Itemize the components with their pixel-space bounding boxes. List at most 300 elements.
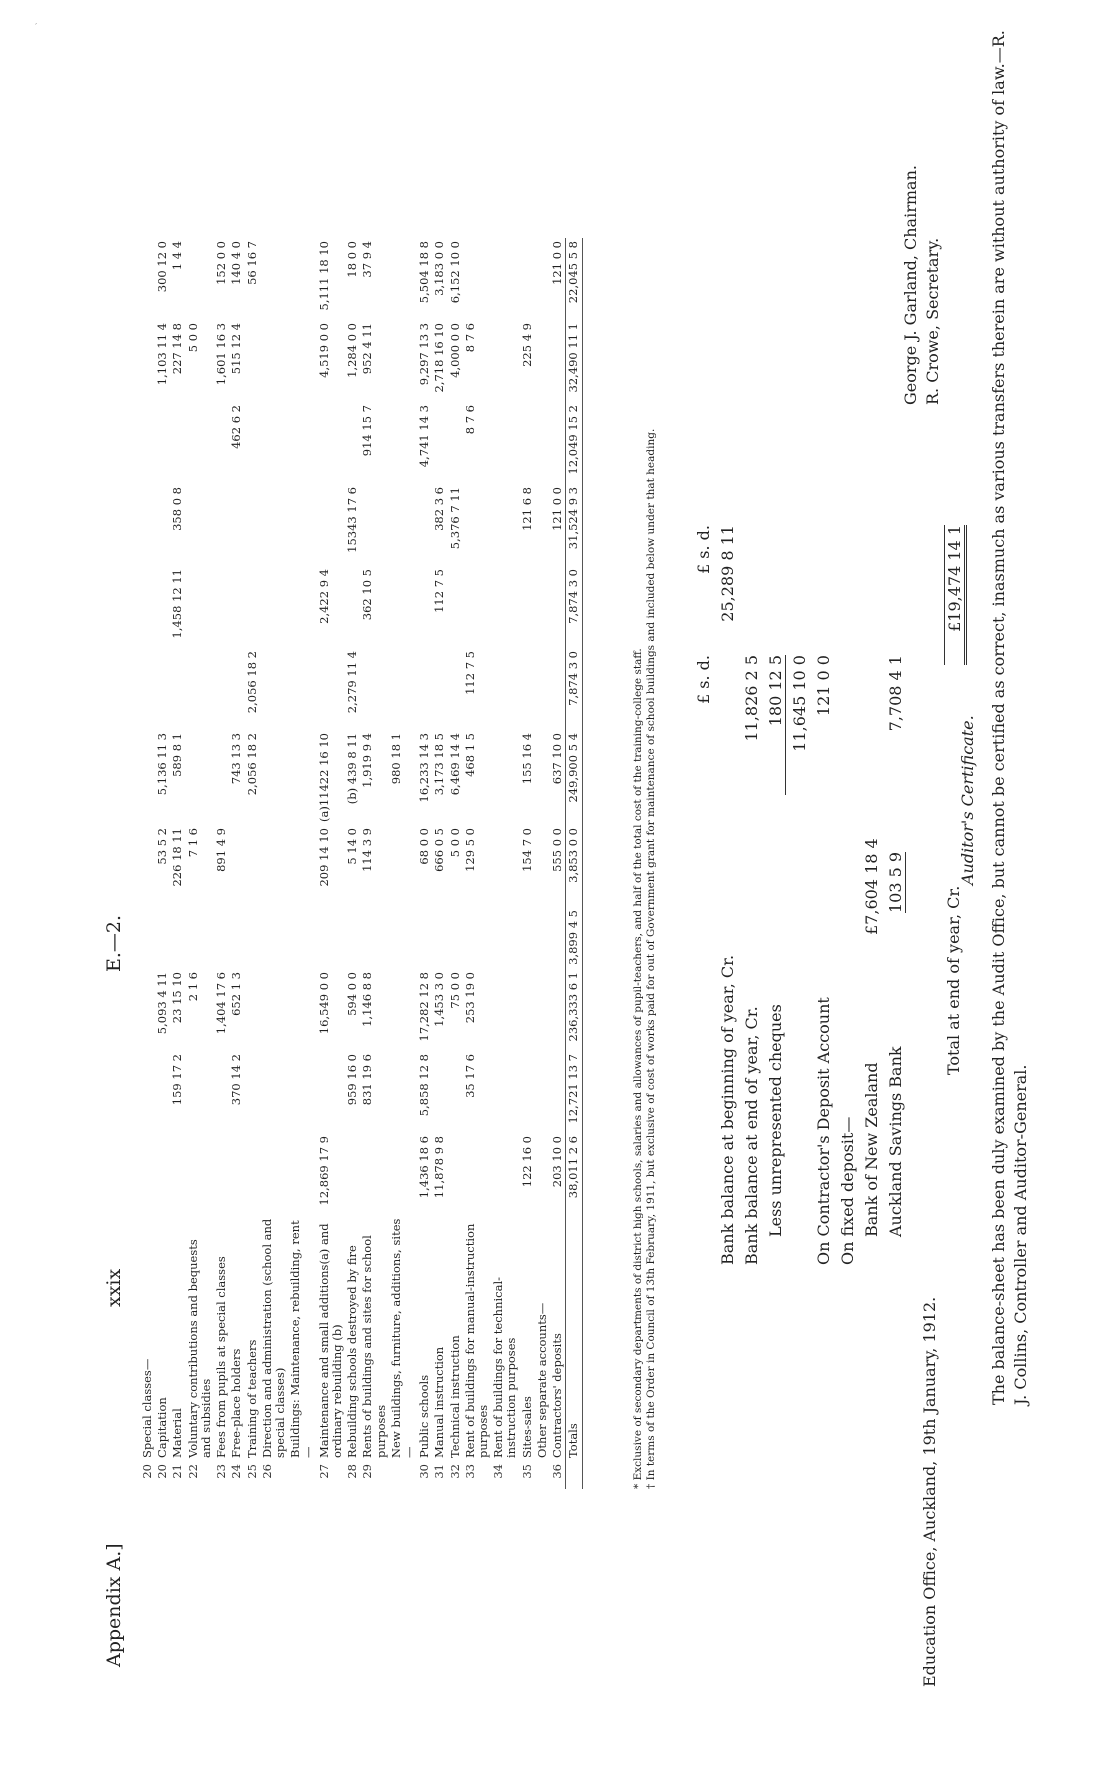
row-number: 20: [140, 1464, 154, 1479]
amount-cell: 35 17 6: [462, 1054, 477, 1098]
amount-cell: [288, 320, 316, 402]
amount-cell: [155, 1051, 170, 1133]
amount-cell: [345, 402, 360, 484]
amount-cell: 121 0 0: [550, 487, 565, 531]
amount-cell: [491, 320, 519, 402]
bank-contractor-row: [814, 545, 838, 1265]
row-number: [566, 1461, 582, 1489]
amount-cell: 652 1 3: [229, 972, 244, 1016]
row-description: Technical instruction: [447, 1335, 462, 1458]
amount-cell: [491, 907, 519, 969]
ledger-row: [448, 238, 463, 1489]
amount-cell: [288, 907, 316, 969]
amount-cell: 555 0 0: [550, 828, 565, 872]
amount-cell: [448, 1133, 463, 1215]
amount-cell: [155, 484, 170, 566]
row-description: Free-place holders: [229, 1348, 244, 1458]
bank-bnz-label: Bank of New Zealand: [862, 1062, 881, 1237]
amount-cell: [245, 825, 260, 907]
footnote-2: † In terms of the Order in Council of 13th February, 1911, but exclusive of cost of works paid for out of Government grant for maintenance of school buildings and included below under that heading.: [645, 428, 658, 1489]
amount-cell: 666 0 5: [432, 828, 447, 872]
ledger-row: [417, 238, 432, 1489]
ledger-row: [345, 238, 360, 1489]
amount-cell: [317, 1051, 345, 1133]
amount-cell: 112 7 5: [432, 569, 447, 613]
amount-cell: [360, 907, 388, 969]
row-number: 32: [447, 1464, 462, 1479]
bank-end-label: Bank balance at end of year, Cr.: [742, 1006, 761, 1265]
bank-spacer: [910, 545, 944, 1265]
amount-cell: [288, 484, 316, 566]
bank-asb-row: [886, 545, 910, 1265]
bank-less-value: 180 12 5: [766, 655, 786, 795]
amount-cell: [288, 1051, 316, 1133]
amount-cell: [463, 1133, 491, 1215]
amount-cell: [288, 402, 316, 484]
amount-cell: 1,919 9 4: [360, 733, 375, 788]
amount-cell: [245, 969, 260, 1051]
amount-cell: [535, 730, 550, 825]
amount-cell: [260, 907, 288, 969]
amount-cell: 1,404 17 6: [214, 972, 229, 1035]
amount-cell: [345, 907, 360, 969]
ledger-row: [491, 238, 519, 1489]
ledger-row: [550, 238, 566, 1489]
amount-cell: [491, 1051, 519, 1133]
amount-cell: [170, 402, 185, 484]
ledger-row: [432, 238, 447, 1489]
header-page-number: xxix: [103, 1268, 125, 1307]
bank-balance-section: [694, 525, 968, 1265]
amount-cell: [491, 1133, 519, 1215]
auditor-certificate-text: The balance-sheet has been duly examined by the Audit Office, but cannot be certified as correct, inasmuch as various transfers therein are without authority of law.—R. J. Collins, Controller and Auditor-General.: [989, 30, 1030, 1405]
ledger-row: [214, 238, 229, 1489]
row-number: 36: [550, 1464, 565, 1479]
amount-cell: 249,900 5 4: [566, 730, 582, 825]
bank-contractor-label: On Contractor's Deposit Account: [814, 997, 833, 1265]
ledger-row: [260, 238, 288, 1489]
amount-cell: [140, 238, 155, 320]
amount-cell: 8 7 6: [462, 405, 477, 435]
amount-cell: [389, 320, 417, 402]
amount-cell: 5,376 7 11: [447, 487, 462, 550]
amount-cell: [550, 969, 566, 1051]
bank-beginning-value: 25,289 8 11: [718, 525, 737, 622]
amount-cell: [535, 969, 550, 1051]
amount-cell: [245, 484, 260, 566]
amount-cell: [535, 648, 550, 730]
amount-cell: [520, 907, 535, 969]
amount-cell: [186, 648, 214, 730]
amount-cell: [229, 1133, 244, 1215]
bank-col-heads-2: £ s. d.: [694, 525, 713, 574]
amount-cell: [288, 1133, 316, 1215]
totals-row: [566, 238, 582, 1489]
amount-cell: [140, 484, 155, 566]
ledger-row: [389, 238, 417, 1489]
header-appendix: Appendix A.]: [103, 1543, 125, 1667]
row-number: 31: [432, 1464, 447, 1479]
amount-cell: [535, 402, 550, 484]
amount-cell: [155, 648, 170, 730]
row-number: 33: [462, 1464, 477, 1479]
amount-cell: 68 0 0: [417, 828, 432, 865]
row-number: 23: [214, 1464, 229, 1479]
row-description: Sites-sales: [519, 1396, 534, 1458]
amount-cell: 7,874 3 0: [566, 648, 582, 730]
amount-cell: [389, 969, 417, 1051]
amount-cell: 152 0 0: [214, 241, 229, 285]
office-dateline: Education Office, Auckland, 19th January, 1912.: [920, 1296, 939, 1687]
amount-cell: [345, 566, 360, 648]
amount-cell: [432, 907, 447, 969]
amount-cell: [245, 907, 260, 969]
amount-cell: [389, 566, 417, 648]
ledger-body: [140, 238, 582, 1489]
amount-cell: [260, 825, 288, 907]
amount-cell: [550, 402, 566, 484]
amount-cell: 122 16 0: [519, 1136, 534, 1188]
amount-cell: [520, 402, 535, 484]
amount-cell: [186, 1051, 214, 1133]
row-number: 20: [155, 1464, 170, 1479]
amount-cell: [448, 648, 463, 730]
ledger-table: [140, 238, 583, 1489]
row-number: 30: [417, 1464, 432, 1479]
amount-cell: 2,422 9 4: [316, 569, 331, 624]
amount-cell: 637 10 0: [550, 733, 565, 785]
bank-fixed-label: On fixed deposit—: [838, 1116, 857, 1265]
row-description: New buildings, furniture, additions, sites—: [388, 1218, 416, 1458]
row-description: Rents of buildings and sites for school purposes: [360, 1235, 388, 1458]
amount-cell: 7,874 3 0: [566, 566, 582, 648]
bank-col-heads: [694, 525, 718, 1265]
amount-cell: [140, 1133, 155, 1215]
ledger-row: [288, 238, 316, 1489]
amount-cell: 1,146 8 8: [360, 972, 375, 1027]
amount-cell: [389, 484, 417, 566]
ledger-row: [155, 238, 170, 1489]
amount-cell: 112 7 5: [462, 651, 477, 695]
amount-cell: [140, 730, 155, 825]
ledger-row: [535, 238, 550, 1489]
amount-cell: [260, 484, 288, 566]
row-description: Public schools: [417, 1374, 432, 1458]
amount-cell: [520, 238, 535, 320]
amount-cell: 515 12 4: [229, 323, 244, 375]
amount-cell: [260, 320, 288, 402]
amount-cell: 5,858 12 8: [417, 1054, 432, 1117]
amount-cell: [260, 566, 288, 648]
amount-cell: [229, 484, 244, 566]
amount-cell: [214, 648, 229, 730]
amount-cell: [317, 907, 345, 969]
amount-cell: [491, 402, 519, 484]
amount-cell: [550, 1051, 566, 1133]
amount-cell: [186, 484, 214, 566]
amount-cell: 17,282 12 8: [417, 972, 432, 1042]
amount-cell: [260, 730, 288, 825]
amount-cell: [214, 907, 229, 969]
amount-cell: [288, 730, 316, 825]
bank-end-row: [742, 545, 766, 1265]
amount-cell: [229, 566, 244, 648]
amount-cell: [186, 566, 214, 648]
row-description: Totals: [566, 1215, 582, 1461]
amount-cell: 209 14 10: [316, 828, 331, 887]
bank-asb-label: Auckland Savings Bank: [886, 1046, 905, 1237]
amount-cell: [491, 648, 519, 730]
amount-cell: [140, 825, 155, 907]
amount-cell: [491, 730, 519, 825]
amount-cell: 5,111 18 10: [316, 241, 331, 311]
amount-cell: 53 5 2: [155, 828, 170, 865]
amount-cell: [317, 648, 345, 730]
bank-bnz-value: £7,604 18 4: [862, 838, 881, 935]
amount-cell: [317, 402, 345, 484]
amount-cell: [260, 648, 288, 730]
row-description: Training of teachers: [244, 1339, 259, 1458]
amount-cell: 4,519 0 0: [316, 323, 331, 378]
amount-cell: [535, 1051, 550, 1133]
signature-secretary: R. Crowe, Secretary.: [923, 237, 943, 405]
amount-cell: [550, 648, 566, 730]
amount-cell: 8 7 6: [462, 323, 477, 353]
amount-cell: 5,093 4 11: [155, 972, 170, 1035]
amount-cell: [288, 825, 316, 907]
amount-cell: [170, 907, 185, 969]
amount-cell: [463, 907, 491, 969]
amount-cell: 38,011 2 6: [566, 1133, 582, 1215]
ledger-row: [140, 238, 155, 1489]
bank-total-label: Total at end of year, Cr.: [944, 885, 963, 1075]
row-number: 24: [229, 1464, 244, 1479]
amount-cell: 31,524 9 3: [566, 484, 582, 566]
amount-cell: 6,469 14 4: [447, 733, 462, 796]
amount-cell: (b) 439 8 11: [345, 733, 360, 805]
row-description: Direction and administration (school and special classes): [259, 1218, 287, 1458]
ledger-row: [170, 238, 185, 1489]
amount-cell: 2,056 18 2: [244, 733, 259, 796]
amount-cell: 589 8 1: [170, 733, 185, 777]
amount-cell: [140, 969, 155, 1051]
row-number: 25: [244, 1464, 259, 1479]
amount-cell: [140, 907, 155, 969]
amount-cell: 154 7 0: [519, 828, 534, 872]
row-description: Buildings: Maintenance, rebuilding, rent—: [288, 1220, 316, 1458]
amount-cell: [140, 566, 155, 648]
amount-cell: [214, 484, 229, 566]
amount-cell: [535, 907, 550, 969]
amount-cell: 5 0 0: [447, 828, 462, 858]
amount-cell: 4,000 0 0: [447, 323, 462, 378]
amount-cell: [389, 1051, 417, 1133]
amount-cell: [463, 484, 491, 566]
amount-cell: 594 0 0: [345, 972, 360, 1016]
amount-cell: [245, 320, 260, 402]
amount-cell: [520, 969, 535, 1051]
amount-cell: 140 4 0: [229, 241, 244, 285]
amount-cell: [245, 566, 260, 648]
row-description: Fees from pupils at special classes: [214, 1256, 229, 1458]
amount-cell: [432, 648, 447, 730]
amount-cell: [389, 907, 417, 969]
amount-cell: [389, 1133, 417, 1215]
amount-cell: 227 14 8: [170, 323, 185, 375]
amount-cell: [520, 648, 535, 730]
amount-cell: 236,333 6 1: [566, 969, 582, 1051]
auditor-certificate-title: Auditor's Certificate.: [958, 715, 977, 885]
amount-cell: 22,045 5 8: [566, 238, 582, 320]
amount-cell: [214, 566, 229, 648]
row-description: Capitation: [155, 1397, 170, 1458]
amount-cell: [535, 238, 550, 320]
row-description: Other separate accounts—: [534, 1302, 549, 1458]
ledger-row: [463, 238, 491, 1489]
bank-fixed-total: 7,708 4 1: [886, 655, 905, 732]
row-number: 34: [491, 1464, 506, 1479]
amount-cell: [214, 730, 229, 825]
amount-cell: 4,741 14 3: [417, 405, 432, 468]
amount-cell: [170, 648, 185, 730]
amount-cell: [288, 969, 316, 1051]
amount-cell: 952 4 11: [360, 323, 375, 375]
amount-cell: 3,183 0 0: [432, 241, 447, 296]
amount-cell: [260, 238, 288, 320]
amount-cell: [186, 730, 214, 825]
amount-cell: 3,853 0 0: [566, 825, 582, 907]
amount-cell: 891 4 9: [214, 828, 229, 872]
amount-cell: [214, 1133, 229, 1215]
row-description: Rent of buildings for technical-instruction purposes: [491, 1276, 519, 1458]
amount-cell: [417, 484, 432, 566]
amount-cell: [260, 1133, 288, 1215]
amount-cell: 12,721 13 7: [566, 1051, 582, 1133]
signature-chairman: George J. Garland, Chairman.: [901, 165, 920, 405]
amount-cell: [245, 402, 260, 484]
bank-col-heads-1: £ s. d.: [694, 655, 713, 704]
amount-cell: 12,869 17 9: [316, 1136, 331, 1206]
amount-cell: [491, 825, 519, 907]
amount-cell: [491, 238, 519, 320]
amount-cell: [448, 566, 463, 648]
amount-cell: [260, 1051, 288, 1133]
amount-cell: [550, 566, 566, 648]
ledger-table-wrap: [140, 167, 583, 1489]
amount-cell: 5,504 18 8: [417, 241, 432, 304]
amount-cell: 2,056 18 2: [244, 651, 259, 714]
ledger-row: [186, 238, 214, 1489]
amount-cell: [550, 907, 566, 969]
amount-cell: [229, 648, 244, 730]
amount-cell: [535, 1133, 550, 1215]
bank-less-label: Less unrepresented cheques: [766, 1004, 785, 1237]
bank-beginning-label: Bank balance at beginning of year, Cr.: [718, 954, 737, 1265]
amount-cell: 1,453 3 0: [432, 972, 447, 1027]
row-description: Maintenance and small additions(a) and ordinary rebuilding (b): [316, 1223, 344, 1458]
amount-cell: 159 17 2: [170, 1054, 185, 1106]
amount-cell: [360, 648, 388, 730]
amount-cell: [491, 566, 519, 648]
amount-cell: [535, 825, 550, 907]
row-description: Voluntary contributions and bequests and subsidies: [185, 1239, 213, 1458]
amount-cell: [214, 402, 229, 484]
amount-cell: 253 19 0: [462, 972, 477, 1024]
amount-cell: 114 3 9: [360, 828, 375, 872]
row-number: 35: [519, 1464, 534, 1479]
amount-cell: 743 13 3: [229, 733, 244, 785]
amount-cell: 3,173 18 5: [432, 733, 447, 796]
amount-cell: 2,279 11 4: [345, 651, 360, 714]
bank-end-value: 11,826 2 5: [742, 655, 761, 742]
amount-cell: [245, 1051, 260, 1133]
bank-subtotal-row: [790, 545, 814, 1265]
amount-cell: 16,549 0 0: [316, 972, 331, 1035]
amount-cell: 23 15 10: [170, 972, 185, 1024]
ledger-row: [317, 238, 345, 1489]
amount-cell: 155 16 4: [519, 733, 534, 785]
amount-cell: [345, 1133, 360, 1215]
amount-cell: [288, 238, 316, 320]
amount-cell: [186, 238, 214, 320]
row-number: 29: [360, 1464, 375, 1479]
amount-cell: [535, 566, 550, 648]
amount-cell: 5 14 0: [345, 828, 360, 865]
amount-cell: 1 4 4: [170, 241, 185, 271]
amount-cell: [288, 566, 316, 648]
amount-cell: 1,103 11 4: [155, 323, 170, 386]
amount-cell: 1,601 16 3: [214, 323, 229, 386]
amount-cell: 462 6 2: [229, 405, 244, 449]
amount-cell: 980 18 1: [388, 733, 403, 785]
amount-cell: [140, 648, 155, 730]
amount-cell: 370 14 2: [229, 1054, 244, 1106]
amount-cell: 300 12 0: [155, 241, 170, 293]
amount-cell: 468 1 5: [462, 733, 477, 777]
amount-cell: 382 3 6: [432, 487, 447, 531]
amount-cell: 121 0 0: [550, 241, 565, 285]
ledger-row: [520, 238, 535, 1489]
amount-cell: [491, 484, 519, 566]
bank-total-value: £19,474 14 1: [944, 525, 967, 665]
footnote-1: * Exclusive of secondary departments of district high schools, salaries and allowances of pupil-teachers, and half of the total cost of the training-college staff.: [632, 648, 644, 1489]
amount-cell: [186, 402, 214, 484]
amount-cell: 959 16 0: [345, 1054, 360, 1106]
amount-cell: [389, 825, 417, 907]
ledger-row: [245, 238, 260, 1489]
amount-cell: [317, 484, 345, 566]
amount-cell: 9,297 13 3: [417, 323, 432, 386]
amount-cell: 75 0 0: [447, 972, 462, 1009]
amount-cell: 2 1 6: [185, 972, 200, 1002]
row-number: [389, 1461, 417, 1489]
bank-subtotal-value: 11,645 10 0: [790, 655, 809, 752]
amount-cell: [155, 402, 170, 484]
amount-cell: [140, 402, 155, 484]
amount-cell: [360, 1133, 388, 1215]
amount-cell: 11,878 9 8: [432, 1136, 447, 1199]
amount-cell: 226 18 11: [170, 828, 185, 887]
amount-cell: [288, 648, 316, 730]
amount-cell: 203 10 0: [550, 1136, 565, 1188]
amount-cell: [432, 1051, 447, 1133]
ledger-row: [360, 238, 388, 1489]
row-description: Contractors' deposits: [550, 1333, 565, 1458]
amount-cell: [463, 238, 491, 320]
amount-cell: 3,899 4 5: [566, 907, 582, 969]
amount-cell: 121 6 8: [519, 487, 534, 531]
amount-cell: [360, 484, 388, 566]
